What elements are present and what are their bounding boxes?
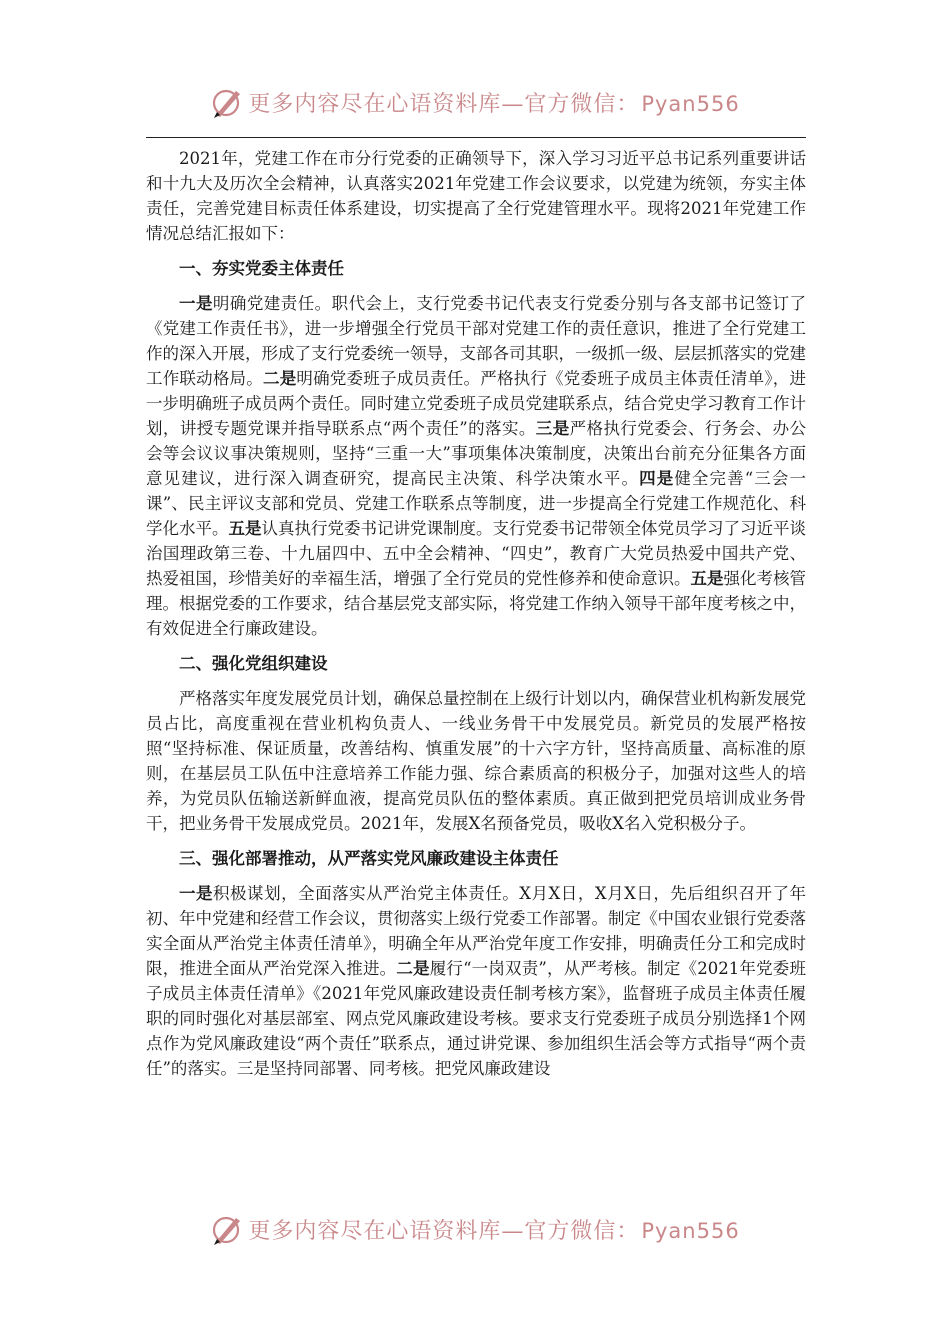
lead-marker: 三是 (535, 419, 570, 438)
intro-paragraph: 2021年，党建工作在市分行党委的正确领导下，深入学习习近平总书记系列重要讲话和十九大及历次全会精神，认真落实2021年党建工作会议要求，以党建为统领，夯实主体责任，完善党建目标责任体系建设，切实提高了全行党建管理水平。现将2021年党建工作情况总结汇报如下： (146, 149, 806, 243)
lead-marker: 五是 (690, 569, 724, 588)
paragraph-text: 健全完善“三会一课”、民主评议支部和党员、党建工作联系点等制度，进一步提高全行党建工作规范化、科学化水平。 (146, 469, 807, 538)
watermark-handle: Pyan556 (641, 1218, 740, 1243)
watermark-text: 更多内容尽在心语资料库—官方微信：Pyan556 (248, 91, 740, 117)
lead-marker: 二是 (396, 959, 430, 978)
section-2-heading: 二、强化党组织建设 (179, 654, 328, 673)
header-rule (146, 137, 806, 138)
header-watermark (0, 80, 950, 124)
lead-marker: 二是 (262, 369, 297, 388)
lead-marker: 一是 (179, 294, 213, 313)
lead-marker: 五是 (228, 519, 262, 538)
watermark-handle: Pyan556 (641, 91, 740, 116)
document-body (146, 146, 806, 1081)
watermark-text: 更多内容尽在心语资料库—官方微信：Pyan556 (248, 1218, 740, 1244)
paragraph-text: 积极谋划，全面落实从严治党主体责任。X月X日，X月X日，先后组织召开了年初、年中党建和经营工作会议，贯彻落实上级行党委工作部署。制定《中国农业银行党委落实全面从严治党主体责任清单》，明确全年从严治党年度工作安排，明确责任分工和完成时限，推进全面从严治党深入推进。 (146, 884, 806, 978)
paragraph-text: 明确党委班子成员责任。严格执行《党委班子成员主体责任清单》，进一步明确班子成员两个责任。同时建立党委班子成员党建联系点，结合党史学习教育工作计划，讲授专题党课并指导联系点“两个责任”的落实。 (146, 369, 807, 438)
section-3-heading: 三、强化部署推动，从严落实党风廉政建设主体责任 (179, 849, 559, 868)
paragraph-text: 强化考核管理。根据党委的工作要求，结合基层党支部实际，将党建工作纳入领导干部年度考核之中，有效促进全行廉政建设。 (146, 569, 806, 638)
lead-marker: 四是 (639, 469, 675, 488)
section-1-paragraph (146, 291, 806, 641)
section-2-paragraph: 严格落实年度发展党员计划，确保总量控制在上级行计划以内，确保营业机构新发展党员占比，高度重视在营业机构负责人、一线业务骨干中发展党员。新党员的发展严格按照“坚持标准、保证质量，改善结构、慎重发展”的十六字方针，坚持高质量、高标准的原则，在基层员工队伍中注意培养工作能力强、综合素质高的积极分子，加强对这些人的培养，为党员队伍输送新鲜血液，提高党员队伍的整体素质。真正做到把党员培训成业务骨干，把业务骨干发展成党员。2021年，发展X名预备党员，吸收X名入党积极分子。 (146, 689, 806, 833)
paragraph-text: 认真执行党委书记讲党课制度。支行党委书记带领全体党员学习了习近平谈治国理政第三卷、十九届四中、五中全会精神、“四史”，教育广大党员热爱中国共产党、热爱祖国，珍惜美好的幸福生活，增强了全行党员的党性修养和使命意识。 (146, 519, 806, 588)
pen-circle-logo-icon (210, 85, 244, 119)
footer-watermark (0, 1207, 950, 1251)
section-1-heading: 一、夯实党委主体责任 (179, 259, 344, 278)
lead-marker: 一是 (179, 884, 214, 903)
paragraph-text: 严格执行党委会、行务会、办公会等会议议事决策规则，坚持“三重一大”事项集体决策制度，决策出台前充分征集各方面意见建议，进行深入调查研究，提高民主决策、科学决策水平。 (146, 419, 807, 488)
pen-circle-logo-icon (210, 1212, 244, 1246)
paragraph-text: 明确党建责任。职代会上，支行党委书记代表支行党委分别与各支部书记签订了《党建工作责任书》，进一步增强全行党员干部对党建工作的责任意识，推进了全行党建工作的深入开展，形成了支行党委统一领导，支部各司其职，一级抓一级、层层抓落实的党建工作联动格局。 (146, 294, 807, 388)
paragraph-text: 履行“一岗双责”，从严考核。制定《2021年党委班子成员主体责任清单》《2021年党风廉政建设责任制考核方案》，监督班子成员主体责任履职的同时强化对基层部室、网点党风廉政建设考核。要求支行党委班子成员分别选择1个网点作为党风廉政建设“两个责任”联系点，通过讲党课、参加组织生活会等方式指导“两个责任”的落实。三是坚持同部署、同考核。把党风廉政建设 (146, 959, 806, 1078)
section-3-paragraph (146, 881, 806, 1081)
